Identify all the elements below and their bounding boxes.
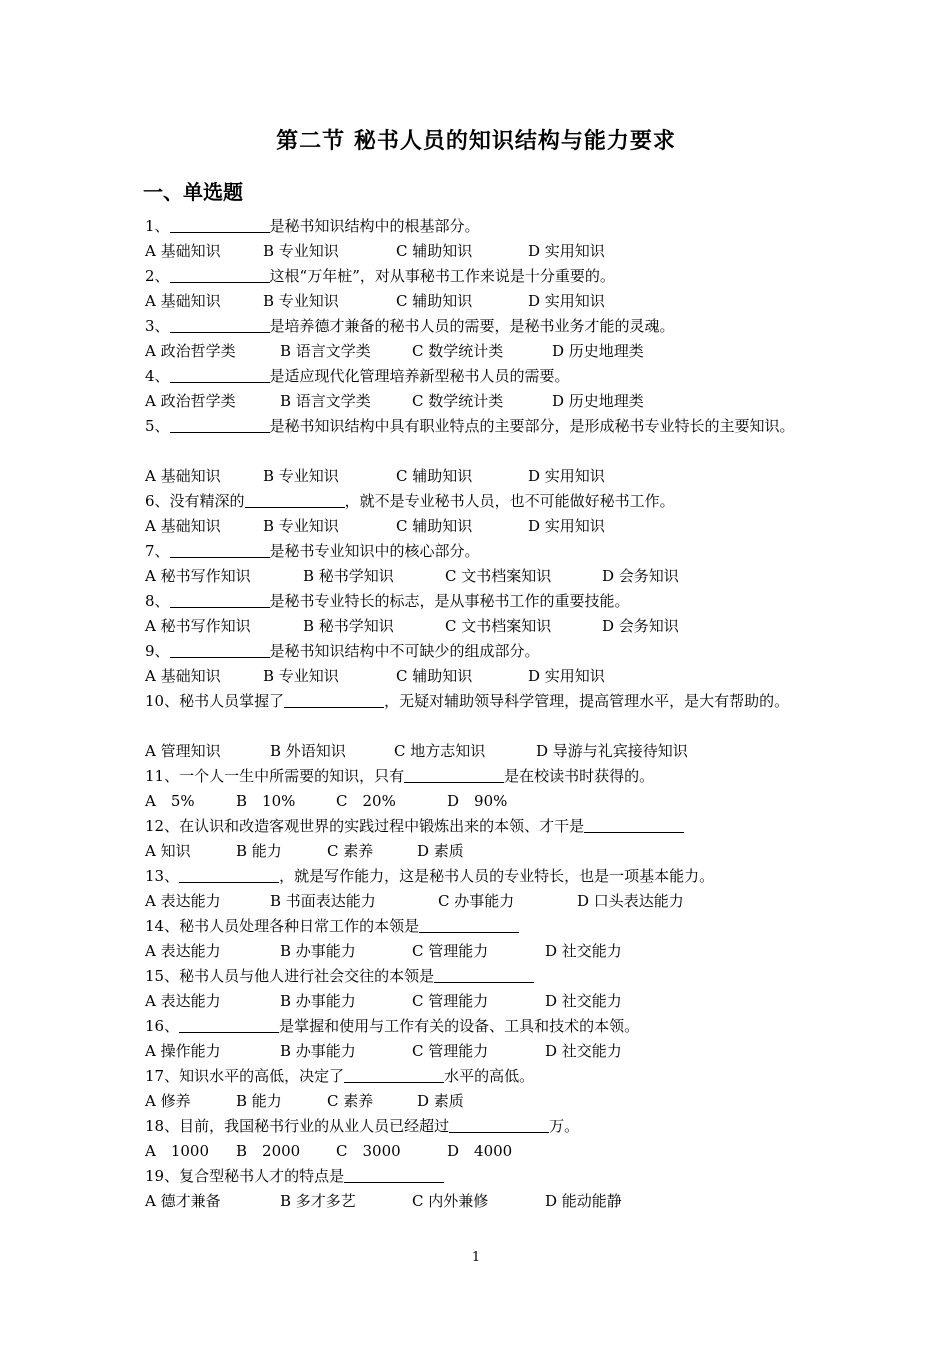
answer-option[interactable]: D 素质 (417, 1092, 464, 1110)
answer-option[interactable]: C 辅助知识 (396, 292, 473, 310)
question-text: 秘书人员处理各种日常工作的本领是 (179, 917, 420, 935)
question-number: 9、 (145, 642, 170, 660)
answer-options (145, 389, 813, 414)
answer-option[interactable]: A 基础知识 (145, 517, 221, 535)
answer-option[interactable]: D 历史地理类 (552, 392, 644, 410)
answer-option[interactable]: C 辅助知识 (396, 467, 473, 485)
answer-blank[interactable] (170, 216, 270, 233)
answer-option[interactable]: D 90% (447, 792, 508, 810)
answer-options (145, 289, 813, 314)
answer-options (145, 989, 813, 1014)
question-stem (145, 814, 813, 839)
answer-option[interactable]: B 办事能力 (280, 992, 356, 1010)
answer-blank[interactable] (179, 866, 279, 883)
answer-options (145, 739, 813, 764)
answer-options (145, 1139, 813, 1164)
answer-option[interactable]: D 实用知识 (528, 467, 605, 485)
answer-option[interactable]: B 能力 (236, 1092, 282, 1110)
answer-blank[interactable] (170, 416, 270, 433)
question-number: 10、 (145, 692, 180, 710)
answer-options (145, 339, 813, 364)
question-number: 18、 (145, 1117, 180, 1135)
answer-option[interactable]: B 办事能力 (280, 1042, 356, 1060)
answer-option[interactable]: B 多才多艺 (280, 1192, 356, 1210)
question-number: 12、 (145, 817, 180, 835)
answer-option[interactable]: B 秘书学知识 (303, 567, 394, 585)
question-stem (145, 264, 813, 289)
answer-option[interactable]: C 素养 (327, 842, 374, 860)
question-text: ，无疑对辅助领导科学管理，提高管理水平，是大有帮助的。 (384, 692, 790, 710)
question-stem (145, 414, 813, 464)
question-number: 13、 (145, 867, 180, 885)
question-text: 是秘书专业特长的标志，是从事秘书工作的重要技能。 (269, 592, 630, 610)
section-heading: 一、单选题 (143, 180, 243, 204)
answer-option[interactable]: A 基础知识 (145, 667, 221, 685)
answer-option[interactable]: B 10% (236, 792, 296, 810)
answer-option[interactable]: C 文书档案知识 (445, 567, 552, 585)
question-number: 19、 (145, 1167, 180, 1185)
question-text: 知识水平的高低，决定了 (179, 1067, 345, 1085)
answer-blank[interactable] (344, 1066, 444, 1083)
answer-option[interactable]: A 表达能力 (145, 892, 221, 910)
question-text: 是培养德才兼备的秘书人员的需要，是秘书业务才能的灵魂。 (269, 317, 675, 335)
question-text: 是掌握和使用与工作有关的设备、工具和技术的本领。 (279, 1017, 640, 1035)
answer-option[interactable]: A 基础知识 (145, 292, 221, 310)
question-text: 复合型秘书人才的特点是 (179, 1167, 345, 1185)
question-text: 秘书人员与他人进行社会交往的本领是 (179, 967, 435, 985)
answer-option[interactable]: B 2000 (236, 1142, 301, 1160)
answer-option[interactable]: D 素质 (417, 842, 464, 860)
question-number: 3、 (145, 317, 170, 335)
question-stem (145, 589, 813, 614)
answer-blank[interactable] (170, 266, 270, 283)
answer-option[interactable]: D 实用知识 (528, 517, 605, 535)
question-text: 目前，我国秘书行业的从业人员已经超过 (179, 1117, 450, 1135)
answer-option[interactable]: A 政治哲学类 (145, 392, 236, 410)
answer-options (145, 889, 813, 914)
answer-option[interactable]: D 能动能静 (545, 1192, 622, 1210)
answer-option[interactable]: A 表达能力 (145, 942, 221, 960)
answer-option[interactable]: D 社交能力 (545, 1042, 622, 1060)
answer-option[interactable]: C 3000 (336, 1142, 401, 1160)
question-number: 4、 (145, 367, 170, 385)
answer-option[interactable]: A 表达能力 (145, 992, 221, 1010)
question-number: 11、 (145, 767, 180, 785)
answer-option[interactable]: C 管理能力 (412, 942, 489, 960)
answer-blank[interactable] (584, 816, 684, 833)
answer-option[interactable]: D 社交能力 (545, 992, 622, 1010)
answer-option[interactable]: A 1000 (145, 1142, 210, 1160)
question-text: 水平的高低。 (444, 1067, 535, 1085)
answer-blank[interactable] (170, 541, 270, 558)
question-text: ，就不是专业秘书人员，也不可能做好秘书工作。 (344, 492, 675, 510)
page-title: 第二节 秘书人员的知识结构与能力要求 (276, 128, 676, 154)
answer-blank[interactable] (419, 916, 519, 933)
answer-blank[interactable] (179, 1016, 279, 1033)
question-text: 没有精深的 (169, 492, 245, 510)
question-stem (145, 689, 813, 739)
answer-option[interactable]: A 操作能力 (145, 1042, 221, 1060)
question-stem (145, 1114, 813, 1139)
question-list (145, 214, 813, 1214)
answer-option[interactable]: B 书面表达能力 (270, 892, 376, 910)
question-text: 一个人一生中所需要的知识，只有 (179, 767, 405, 785)
answer-option[interactable]: D 4000 (447, 1142, 513, 1160)
question-text: 是在校读书时获得的。 (504, 767, 655, 785)
answer-option[interactable]: C 地方志知识 (394, 742, 486, 760)
page-number: 1 (471, 1250, 481, 1265)
question-text: 这根“万年桩”，对从事秘书工作来说是十分重要的。 (269, 267, 615, 285)
answer-options (145, 1189, 813, 1214)
question-text: 在认识和改造客观世界的实践过程中锻炼出来的本领、才干是 (179, 817, 585, 835)
answer-options (145, 664, 813, 689)
answer-option[interactable]: C 管理能力 (412, 1042, 489, 1060)
answer-options (145, 239, 813, 264)
answer-option[interactable]: A 基础知识 (145, 467, 221, 485)
answer-option[interactable]: C 辅助知识 (396, 517, 473, 535)
answer-option[interactable]: D 历史地理类 (552, 342, 644, 360)
question-stem (145, 914, 813, 939)
answer-options (145, 1089, 813, 1114)
question-stem (145, 539, 813, 564)
answer-options (145, 939, 813, 964)
question-text: 是适应现代化管理培养新型秘书人员的需要。 (269, 367, 570, 385)
answer-option[interactable]: A 管理知识 (145, 742, 221, 760)
answer-options (145, 839, 813, 864)
answer-option[interactable]: B 专业知识 (263, 292, 339, 310)
answer-option[interactable]: C 数学统计类 (412, 342, 504, 360)
answer-option[interactable]: B 专业知识 (263, 467, 339, 485)
answer-blank[interactable] (434, 966, 534, 983)
question-stem (145, 639, 813, 664)
answer-option[interactable]: C 内外兼修 (412, 1192, 489, 1210)
answer-blank[interactable] (284, 691, 384, 708)
answer-option[interactable]: B 办事能力 (280, 942, 356, 960)
question-text: ，就是写作能力，这是秘书人员的专业特长，也是一项基本能力。 (279, 867, 715, 885)
answer-option[interactable]: A 秘书写作知识 (145, 567, 251, 585)
answer-option[interactable]: B 专业知识 (263, 517, 339, 535)
question-text: 是秘书专业知识中的核心部分。 (269, 542, 480, 560)
answer-option[interactable]: C 管理能力 (412, 992, 489, 1010)
answer-option[interactable]: D 会务知识 (602, 567, 679, 585)
answer-option[interactable]: A 5% (145, 792, 195, 810)
question-number: 1、 (145, 217, 170, 235)
answer-option[interactable]: D 社交能力 (545, 942, 622, 960)
question-number: 16、 (145, 1017, 180, 1035)
answer-option[interactable]: A 知识 (145, 842, 191, 860)
answer-option[interactable]: D 实用知识 (528, 667, 605, 685)
answer-blank[interactable] (449, 1116, 549, 1133)
answer-option[interactable]: A 政治哲学类 (145, 342, 236, 360)
answer-option[interactable]: C 辅助知识 (396, 667, 473, 685)
answer-option[interactable]: C 文书档案知识 (445, 617, 552, 635)
answer-option[interactable]: C 辅助知识 (396, 242, 473, 260)
question-stem (145, 314, 813, 339)
answer-option[interactable]: A 德才兼备 (145, 1192, 221, 1210)
question-number: 7、 (145, 542, 170, 560)
answer-option[interactable]: A 修养 (145, 1092, 191, 1110)
answer-blank[interactable] (245, 491, 345, 508)
question-number: 14、 (145, 917, 180, 935)
answer-option[interactable]: C 素养 (327, 1092, 374, 1110)
question-stem (145, 1014, 813, 1039)
answer-options (145, 564, 813, 589)
answer-option[interactable]: C 20% (336, 792, 396, 810)
question-stem (145, 1064, 813, 1089)
answer-blank[interactable] (170, 641, 270, 658)
answer-blank[interactable] (170, 366, 270, 383)
question-stem (145, 214, 813, 239)
answer-option[interactable]: B 语言文学类 (280, 342, 371, 360)
answer-options (145, 1039, 813, 1064)
question-text: 是秘书知识结构中具有职业特点的主要部分，是形成秘书专业特长的主要知识。 (269, 417, 795, 435)
question-number: 17、 (145, 1067, 180, 1085)
question-number: 5、 (145, 417, 170, 435)
question-text: 万。 (549, 1117, 580, 1135)
answer-option[interactable]: A 基础知识 (145, 242, 221, 260)
answer-option[interactable]: C 数学统计类 (412, 392, 504, 410)
question-stem (145, 764, 813, 789)
answer-blank[interactable] (344, 1166, 444, 1183)
question-text: 是秘书知识结构中的根基部分。 (269, 217, 480, 235)
answer-option[interactable]: B 秘书学知识 (303, 617, 394, 635)
answer-option[interactable]: D 实用知识 (528, 292, 605, 310)
question-stem (145, 364, 813, 389)
question-number: 8、 (145, 592, 170, 610)
question-stem (145, 489, 813, 514)
answer-option[interactable]: C 办事能力 (438, 892, 515, 910)
answer-option[interactable]: B 语言文学类 (280, 392, 371, 410)
answer-option[interactable]: D 实用知识 (528, 242, 605, 260)
answer-options (145, 614, 813, 639)
question-stem (145, 964, 813, 989)
answer-option[interactable]: B 能力 (236, 842, 282, 860)
question-text: 秘书人员掌握了 (179, 692, 285, 710)
answer-option[interactable]: A 秘书写作知识 (145, 617, 251, 635)
answer-options (145, 514, 813, 539)
answer-option[interactable]: D 导游与礼宾接待知识 (536, 742, 688, 760)
answer-blank[interactable] (170, 316, 270, 333)
question-number: 15、 (145, 967, 180, 985)
answer-options (145, 464, 813, 489)
question-stem (145, 1164, 813, 1189)
question-stem (145, 864, 813, 889)
answer-blank[interactable] (170, 591, 270, 608)
answer-option[interactable]: B 外语知识 (270, 742, 346, 760)
question-number: 6、 (145, 492, 170, 510)
answer-option[interactable]: D 口头表达能力 (577, 892, 684, 910)
question-text: 是秘书知识结构中不可缺少的组成部分。 (269, 642, 540, 660)
answer-blank[interactable] (404, 766, 504, 783)
answer-option[interactable]: D 会务知识 (602, 617, 679, 635)
question-number: 2、 (145, 267, 170, 285)
answer-option[interactable]: B 专业知识 (263, 242, 339, 260)
answer-option[interactable]: B 专业知识 (263, 667, 339, 685)
answer-options (145, 789, 813, 814)
